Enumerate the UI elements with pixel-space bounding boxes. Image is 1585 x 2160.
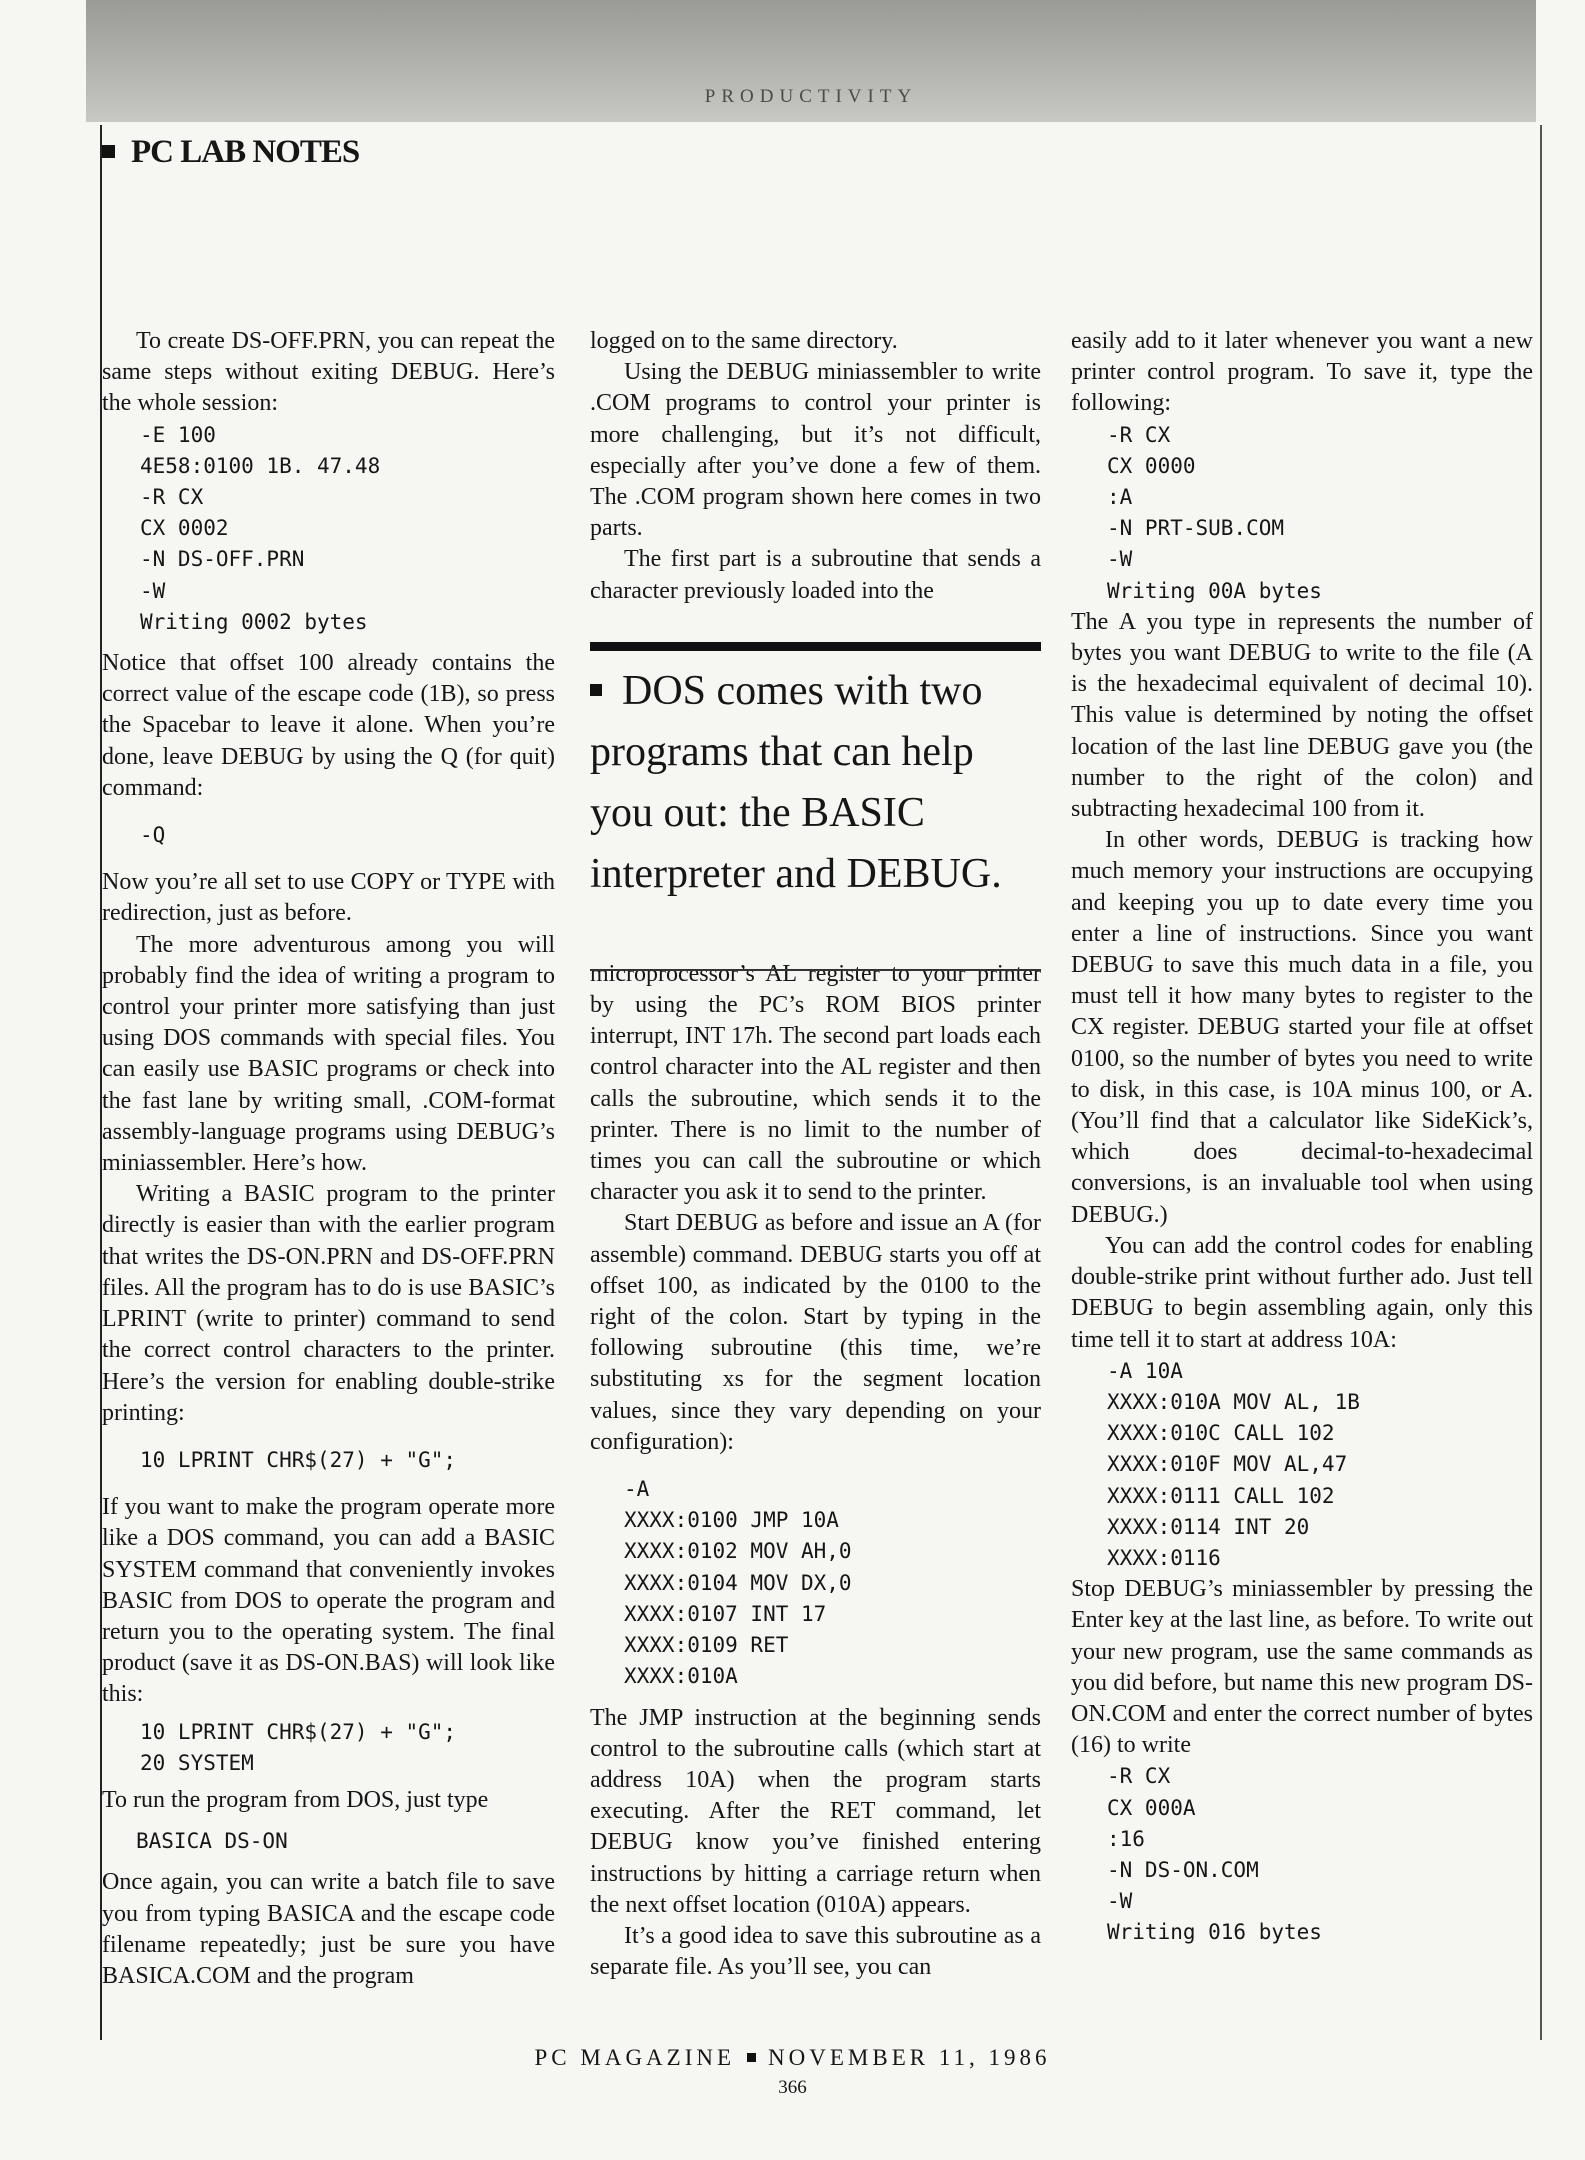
paragraph: The first part is a subroutine that sends a character previously loaded into the <box>590 546 1041 604</box>
page-number: 366 <box>778 2077 807 2098</box>
issue-date: NOVEMBER 11, 1986 <box>768 2045 1051 2070</box>
code-block: 10 LPRINT CHR$(27) + "G"; <box>140 1447 457 1472</box>
page-footer <box>0 2045 1585 2071</box>
paragraph: Writing a BASIC program to the printer directly is easier than with the earlier program that writes the DS-ON.PRN and DS-OFF.PRN files. All the program has to do is use BASIC’s LPRINT (write to printer) command to send the correct control characters to the printer. Here’s the version for enabling double-strike printing: <box>102 1181 555 1426</box>
paragraph: Now you’re all set to use COPY or TYPE with redirection, just as before. <box>102 869 555 927</box>
paragraph: Stop DEBUG’s miniassembler by pressing the Enter key at the last line, as before. To write out your new program, use the same commands as you did before, but name this new program DS-ON.COM and enter the correct number of bytes (16) to write <box>1071 1576 1533 1759</box>
magazine-name: PC MAGAZINE <box>534 2045 736 2070</box>
paragraph: logged on to the same directory. <box>590 328 898 354</box>
section-title <box>100 134 359 171</box>
paragraph: microprocessor’s AL register to your printer by using the PC’s ROM BIOS printer interrupt, INT 17h. The second part loads each control character into the AL register and then calls the subroutine, which sends it to the printer. There is no limit to the number of times you can call the subroutine or which character you ask it to send to the printer. <box>590 960 1041 1206</box>
paragraph: Notice that offset 100 already contains the correct value of the escape code (1B), so press the Spacebar to leave it alone. When you’re done, leave DEBUG by using the Q (for quit) command: <box>102 650 555 801</box>
column-1 <box>102 326 555 1992</box>
pull-quote <box>590 642 1041 971</box>
pull-quote-content: DOS comes with two programs that can help you out: the BASIC interpreter and DEBUG. <box>590 668 1002 897</box>
paragraph: Start DEBUG as before and issue an A (for assemble) command. DEBUG starts you off at offset 100, as indicated by the 0100 to the right of the colon. Start by typing in the following subroutine (this time, we’re substituting xs for the segment location values, since they vary depending on your configuration): <box>590 1210 1041 1455</box>
paragraph: To create DS-OFF.PRN, you can repeat the same steps without exiting DEBUG. Here’s the whole session: <box>102 328 555 417</box>
bullet-square-icon <box>102 145 115 158</box>
code-block: -Q <box>140 823 166 848</box>
code-block: 10 LPRINT CHR$(27) + "G"; 20 SYSTEM <box>140 1719 457 1775</box>
paragraph: You can add the control codes for enabling double-strike print without further ado. Just tell DEBUG to begin assembling again, only this time tell it to start at address 10A: <box>1071 1232 1533 1353</box>
bullet-square-icon <box>747 2053 756 2062</box>
paragraph: The more adventurous among you will probably find the idea of writing a program to control your printer more satisfying than just using DOS commands with special files. You can easily use BASIC programs or check into the fast lane by writing small, .COM-format assembly-language programs using DEBUG’s miniassembler. Here’s how. <box>102 931 555 1177</box>
right-column-rule <box>1540 125 1542 2040</box>
paragraph: It’s a good idea to save this subroutine as a separate file. As you’ll see, you can <box>590 1922 1041 1981</box>
code-block: -R CX CX 0000 :A -N PRT-SUB.COM -W Writing 00A bytes <box>1107 422 1322 603</box>
paragraph: If you want to make the program operate more like a DOS command, you can add a BASIC SYSTEM command that conveniently invokes BASIC from DOS to operate the program and return you to the operating system. The final product (save it as DS-ON.BAS) will look like this: <box>102 1494 555 1708</box>
column-2 <box>590 326 1041 1983</box>
header-band <box>86 0 1536 122</box>
paragraph: The A you type in represents the number of bytes you want DEBUG to write to the file (A is the hexadecimal equivalent of decimal 10). This value is determined by noting the offset location of the last line DEBUG gave you (the number to the right of the colon) and subtracting hexadecimal 100 from it. <box>1071 608 1533 823</box>
code-block: -A 10A XXXX:010A MOV AL, 1B XXXX:010C CALL 102 XXXX:010F MOV AL,47 XXXX:0111 CALL 102 XXXX:0114 INT 20 XXXX:0116 <box>1107 1358 1360 1570</box>
code-block: BASICA DS-ON <box>136 1829 288 1854</box>
code-block: -R CX CX 000A :16 -N DS-ON.COM -W Writing 016 bytes <box>1107 1764 1322 1945</box>
code-block: -A XXXX:0100 JMP 10A XXXX:0102 MOV AH,0 XXXX:0104 MOV DX,0 XXXX:0107 INT 17 XXXX:0109 RET XXXX:010A <box>624 1477 852 1689</box>
section-kicker: PRODUCTIVITY <box>704 86 918 107</box>
paragraph: In other words, DEBUG is tracking how much memory your instructions are occupying and keeping you up to date every time you enter a line of instructions. Since you want DEBUG to save this much data in a file, you must tell it how many bytes to register to the CX register. DEBUG started your file at offset 0100, so the number of bytes you need to write to disk, in this case, is 10A minus 100, or A. (You’ll find that a calculator like SideKick’s, which does decimal-to-hexadecimal conversions, is an invaluable tool when using DEBUG.) <box>1071 827 1533 1228</box>
column-3 <box>1071 326 1533 1949</box>
pull-quote-text <box>590 661 1041 905</box>
bullet-square-icon <box>590 684 602 696</box>
paragraph: The JMP instruction at the beginning sends control to the subroutine calls (which start at address 10A) when the program starts executing. After the RET command, let DEBUG know you’ve finished entering instructions by hitting a carriage return when the next offset location (010A) appears. <box>590 1704 1041 1918</box>
paragraph: easily add to it later whenever you want a new printer control program. To save it, type the following: <box>1071 328 1533 417</box>
paragraph: To run the program from DOS, just type <box>102 1786 489 1813</box>
section-title-text: PC LAB NOTES <box>131 134 360 170</box>
code-block: -E 100 4E58:0100 1B. 47.48 -R CX CX 0002 -N DS-OFF.PRN -W Writing 0002 bytes <box>140 422 381 634</box>
paragraph: Once again, you can write a batch file to save you from typing BASICA and the escape code filename repeatedly; just be sure you have BASICA.COM and the program <box>102 1869 555 1989</box>
paragraph: Using the DEBUG miniassembler to write .COM programs to control your printer is more challenging, but it’s not difficult, especially after you’ve done a few of them. The .COM program shown here comes in two parts. <box>590 359 1041 542</box>
